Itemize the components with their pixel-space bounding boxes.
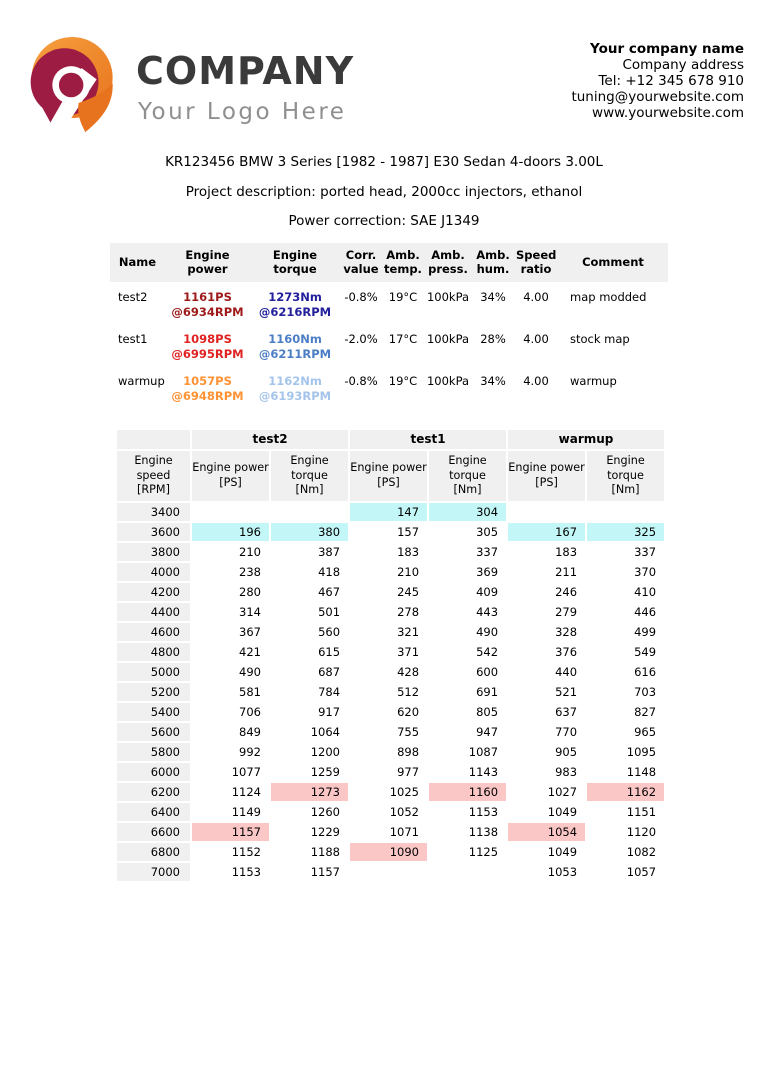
runs-col-header bbox=[165, 243, 250, 283]
dyno-col-header-line: Engine torque bbox=[606, 454, 645, 482]
run-comment: warmup bbox=[570, 374, 617, 389]
dyno-group-test1: test1 bbox=[350, 430, 506, 449]
company-address: Company address bbox=[622, 57, 744, 73]
dyno-value-cell: 1071 bbox=[350, 823, 427, 841]
company-name: Your company name bbox=[590, 41, 744, 57]
dyno-value-cell bbox=[192, 503, 269, 521]
dyno-rpm-cell: 3600 bbox=[117, 523, 190, 541]
logo-pin-icon bbox=[28, 36, 120, 134]
runs-col-header-line: Comment bbox=[582, 254, 644, 269]
dyno-value-cell: 428 bbox=[350, 663, 427, 681]
runs-col-header bbox=[472, 243, 514, 283]
dyno-value-cell: 770 bbox=[508, 723, 585, 741]
run-torque-value: 1273Nm bbox=[268, 290, 322, 305]
dyno-value-cell: 615 bbox=[271, 643, 348, 661]
dyno-value-cell: 305 bbox=[429, 523, 506, 541]
run-power-value: 1057PS bbox=[183, 374, 232, 389]
dyno-value-cell: 620 bbox=[350, 703, 427, 721]
run-torque bbox=[250, 366, 340, 408]
runs-col-header-line: hum. bbox=[476, 262, 510, 277]
dyno-value-cell: 380 bbox=[271, 523, 348, 541]
runs-col-header bbox=[514, 243, 558, 283]
run-torque-rpm: @6193RPM bbox=[258, 389, 332, 404]
run-ratio: 4.00 bbox=[523, 374, 549, 389]
dyno-col-header-line: [PS] bbox=[377, 475, 400, 489]
dyno-value-cell: 703 bbox=[587, 683, 664, 701]
dyno-row bbox=[117, 663, 664, 681]
dyno-col-header-line: Engine power bbox=[508, 461, 585, 475]
dyno-row bbox=[117, 703, 664, 721]
run-power bbox=[165, 324, 250, 366]
dyno-value-cell: 1148 bbox=[587, 763, 664, 781]
company-logo bbox=[28, 36, 354, 134]
dyno-rpm-cell: 6400 bbox=[117, 803, 190, 821]
dyno-value-cell: 1087 bbox=[429, 743, 506, 761]
dyno-col-header-line: Engine torque bbox=[448, 454, 487, 482]
company-info bbox=[571, 36, 744, 121]
dyno-value-cell: 499 bbox=[587, 623, 664, 641]
dyno-row bbox=[117, 763, 664, 781]
dyno-rpm-cell: 5400 bbox=[117, 703, 190, 721]
dyno-value-cell: 1273 bbox=[271, 783, 348, 801]
runs-col-header-line: Amb. bbox=[431, 247, 465, 262]
dyno-rpm-cell: 4800 bbox=[117, 643, 190, 661]
dyno-col-header-line: [RPM] bbox=[137, 483, 170, 497]
dyno-value-cell: 560 bbox=[271, 623, 348, 641]
dyno-table bbox=[115, 428, 666, 883]
run-power-rpm: @6948RPM bbox=[171, 389, 244, 404]
run-corr: -2.0% bbox=[344, 332, 378, 347]
dyno-value-cell: 325 bbox=[587, 523, 664, 541]
company-tel: Tel: +12 345 678 910 bbox=[598, 73, 744, 89]
dyno-value-cell: 691 bbox=[429, 683, 506, 701]
runs-col-header-line: Name bbox=[118, 254, 157, 269]
dyno-rpm-cell: 5000 bbox=[117, 663, 190, 681]
dyno-value-cell: 1095 bbox=[587, 743, 664, 761]
dyno-col-header bbox=[192, 451, 269, 501]
run-press: 100kPa bbox=[426, 332, 470, 347]
dyno-col-header bbox=[117, 451, 190, 501]
run-name: test1 bbox=[118, 332, 148, 347]
dyno-col-header bbox=[429, 451, 506, 501]
run-press: 100kPa bbox=[426, 374, 470, 389]
runs-table-header bbox=[110, 243, 668, 283]
runs-col-header-line: ratio bbox=[520, 262, 552, 277]
dyno-value-cell: 1157 bbox=[271, 863, 348, 881]
runs-col-header-line: Speed bbox=[516, 247, 557, 262]
dyno-rpm-cell: 5800 bbox=[117, 743, 190, 761]
run-power-rpm: @6995RPM bbox=[171, 347, 244, 362]
run-name: warmup bbox=[118, 374, 165, 389]
run-temp: 19°C bbox=[388, 290, 418, 305]
dyno-row bbox=[117, 603, 664, 621]
dyno-value-cell: 1229 bbox=[271, 823, 348, 841]
runs-col-header-line: Engine power bbox=[185, 247, 230, 277]
dyno-value-cell: 1151 bbox=[587, 803, 664, 821]
dyno-row bbox=[117, 783, 664, 801]
dyno-value-cell: 314 bbox=[192, 603, 269, 621]
dyno-value-cell: 501 bbox=[271, 603, 348, 621]
dyno-rpm-cell: 5200 bbox=[117, 683, 190, 701]
runs-col-header-line: Corr. bbox=[345, 247, 377, 262]
dyno-value-cell: 1188 bbox=[271, 843, 348, 861]
dyno-value-cell: 1200 bbox=[271, 743, 348, 761]
dyno-col-header-line: [Nm] bbox=[453, 483, 482, 497]
run-temp: 17°C bbox=[388, 332, 418, 347]
dyno-value-cell: 210 bbox=[192, 543, 269, 561]
dyno-value-cell: 371 bbox=[350, 643, 427, 661]
dyno-subheader-row bbox=[117, 451, 664, 501]
dyno-value-cell: 167 bbox=[508, 523, 585, 541]
dyno-value-cell: 1149 bbox=[192, 803, 269, 821]
dyno-value-cell: 337 bbox=[587, 543, 664, 561]
dyno-row bbox=[117, 623, 664, 641]
dyno-value-cell bbox=[587, 503, 664, 521]
dyno-value-cell: 1049 bbox=[508, 843, 585, 861]
dyno-value-cell: 1120 bbox=[587, 823, 664, 841]
dyno-value-cell: 440 bbox=[508, 663, 585, 681]
runs-col-header-line: press. bbox=[428, 262, 468, 277]
dyno-value-cell: 542 bbox=[429, 643, 506, 661]
run-power-value: 1098PS bbox=[183, 332, 232, 347]
dyno-col-header bbox=[350, 451, 427, 501]
dyno-row bbox=[117, 823, 664, 841]
runs-col-header bbox=[110, 243, 165, 283]
dyno-value-cell: 521 bbox=[508, 683, 585, 701]
dyno-value-cell bbox=[271, 503, 348, 521]
dyno-value-cell: 1090 bbox=[350, 843, 427, 861]
dyno-row bbox=[117, 503, 664, 521]
dyno-row bbox=[117, 843, 664, 861]
dyno-value-cell: 421 bbox=[192, 643, 269, 661]
run-torque-rpm: @6211RPM bbox=[258, 347, 332, 362]
runs-col-header-line: Engine torque bbox=[272, 247, 318, 277]
dyno-value-cell: 196 bbox=[192, 523, 269, 541]
run-row bbox=[110, 282, 668, 324]
power-correction: Power correction: SAE J1349 bbox=[288, 213, 480, 229]
run-corr: -0.8% bbox=[344, 374, 378, 389]
dyno-value-cell: 755 bbox=[350, 723, 427, 741]
dyno-value-cell: 467 bbox=[271, 583, 348, 601]
run-torque bbox=[250, 282, 340, 324]
dyno-value-cell: 490 bbox=[192, 663, 269, 681]
dyno-value-cell: 965 bbox=[587, 723, 664, 741]
dyno-col-header bbox=[271, 451, 348, 501]
run-torque bbox=[250, 324, 340, 366]
company-website: www.yourwebsite.com bbox=[592, 105, 744, 121]
dyno-rpm-cell: 4600 bbox=[117, 623, 190, 641]
dyno-rpm-cell: 6600 bbox=[117, 823, 190, 841]
run-hum: 34% bbox=[480, 290, 506, 305]
dyno-value-cell: 1153 bbox=[192, 863, 269, 881]
dyno-value-cell: 1124 bbox=[192, 783, 269, 801]
logo-tagline: Your Logo Here bbox=[138, 99, 347, 125]
dyno-col-header-line: [Nm] bbox=[295, 483, 324, 497]
run-hum: 28% bbox=[480, 332, 506, 347]
dyno-value-cell: 947 bbox=[429, 723, 506, 741]
dyno-value-cell: 147 bbox=[350, 503, 427, 521]
run-ratio: 4.00 bbox=[523, 290, 549, 305]
dyno-value-cell: 321 bbox=[350, 623, 427, 641]
dyno-value-cell: 210 bbox=[350, 563, 427, 581]
logo-text-block bbox=[136, 36, 354, 125]
runs-col-header-line: Amb. bbox=[386, 247, 420, 262]
dyno-rpm-cell: 5600 bbox=[117, 723, 190, 741]
dyno-value-cell: 549 bbox=[587, 643, 664, 661]
runs-col-header bbox=[424, 243, 472, 283]
dyno-value-cell: 490 bbox=[429, 623, 506, 641]
dyno-table-body bbox=[117, 503, 664, 881]
run-power-rpm: @6934RPM bbox=[171, 305, 244, 320]
run-torque-value: 1162Nm bbox=[268, 374, 322, 389]
dyno-value-cell: 1157 bbox=[192, 823, 269, 841]
dyno-value-cell: 1153 bbox=[429, 803, 506, 821]
dyno-value-cell: 183 bbox=[350, 543, 427, 561]
run-comment: stock map bbox=[570, 332, 630, 347]
runs-col-header-line: temp. bbox=[384, 262, 422, 277]
logo-brand-text: COMPANY bbox=[136, 49, 355, 93]
dyno-value-cell: 983 bbox=[508, 763, 585, 781]
runs-header-row bbox=[110, 243, 668, 283]
dyno-value-cell: 1049 bbox=[508, 803, 585, 821]
dyno-rpm-cell: 3400 bbox=[117, 503, 190, 521]
dyno-row bbox=[117, 583, 664, 601]
dyno-col-header-line: Engine speed bbox=[134, 454, 173, 482]
dyno-row bbox=[117, 643, 664, 661]
dyno-col-header-line: [PS] bbox=[219, 475, 242, 489]
dyno-value-cell: 211 bbox=[508, 563, 585, 581]
dyno-value-cell: 418 bbox=[271, 563, 348, 581]
dyno-value-cell: 917 bbox=[271, 703, 348, 721]
dyno-value-cell: 369 bbox=[429, 563, 506, 581]
dyno-value-cell bbox=[429, 863, 506, 881]
dyno-value-cell: 446 bbox=[587, 603, 664, 621]
dyno-value-cell: 183 bbox=[508, 543, 585, 561]
run-press: 100kPa bbox=[426, 290, 470, 305]
dyno-value-cell: 1025 bbox=[350, 783, 427, 801]
dyno-value-cell: 1260 bbox=[271, 803, 348, 821]
dyno-row bbox=[117, 523, 664, 541]
runs-col-header-line: value bbox=[343, 262, 379, 277]
dyno-row bbox=[117, 863, 664, 881]
run-hum: 34% bbox=[480, 374, 506, 389]
dyno-col-header-line: Engine torque bbox=[290, 454, 329, 482]
dyno-value-cell: 1054 bbox=[508, 823, 585, 841]
project-description: Project description: ported head, 2000cc injectors, ethanol bbox=[185, 183, 583, 200]
run-power bbox=[165, 282, 250, 324]
dyno-value-cell: 1162 bbox=[587, 783, 664, 801]
dyno-value-cell: 1064 bbox=[271, 723, 348, 741]
run-ratio: 4.00 bbox=[523, 332, 549, 347]
dyno-value-cell: 1027 bbox=[508, 783, 585, 801]
run-row bbox=[110, 366, 668, 408]
dyno-value-cell: 245 bbox=[350, 583, 427, 601]
dyno-col-header-line: [Nm] bbox=[611, 483, 640, 497]
dyno-value-cell: 409 bbox=[429, 583, 506, 601]
dyno-group-test2: test2 bbox=[192, 430, 348, 449]
run-comment: map modded bbox=[570, 290, 647, 305]
dyno-value-cell: 905 bbox=[508, 743, 585, 761]
dyno-value-cell: 898 bbox=[350, 743, 427, 761]
dyno-value-cell: 581 bbox=[192, 683, 269, 701]
dyno-rpm-cell: 3800 bbox=[117, 543, 190, 561]
dyno-value-cell: 805 bbox=[429, 703, 506, 721]
vehicle-title: KR123456 BMW 3 Series [1982 - 1987] E30 Sedan 4-doors 3.00L bbox=[165, 154, 603, 170]
dyno-value-cell: 977 bbox=[350, 763, 427, 781]
dyno-value-cell: 278 bbox=[350, 603, 427, 621]
dyno-value-cell: 1125 bbox=[429, 843, 506, 861]
dyno-col-header-line: [PS] bbox=[535, 475, 558, 489]
run-name: test2 bbox=[118, 290, 148, 305]
dyno-value-cell: 1052 bbox=[350, 803, 427, 821]
dyno-value-cell: 992 bbox=[192, 743, 269, 761]
dyno-value-cell: 337 bbox=[429, 543, 506, 561]
dyno-value-cell: 279 bbox=[508, 603, 585, 621]
dyno-value-cell: 410 bbox=[587, 583, 664, 601]
runs-col-header bbox=[250, 243, 340, 283]
dyno-value-cell: 512 bbox=[350, 683, 427, 701]
dyno-value-cell: 1138 bbox=[429, 823, 506, 841]
dyno-value-cell: 1053 bbox=[508, 863, 585, 881]
dyno-value-cell: 827 bbox=[587, 703, 664, 721]
dyno-value-cell: 1160 bbox=[429, 783, 506, 801]
runs-col-header-line: Amb. bbox=[476, 247, 510, 262]
dyno-value-cell: 1143 bbox=[429, 763, 506, 781]
dyno-value-cell: 1057 bbox=[587, 863, 664, 881]
page-header bbox=[0, 0, 768, 134]
dyno-value-cell: 637 bbox=[508, 703, 585, 721]
runs-col-header bbox=[340, 243, 382, 283]
dyno-value-cell: 246 bbox=[508, 583, 585, 601]
run-corr: -0.8% bbox=[344, 290, 378, 305]
dyno-row bbox=[117, 563, 664, 581]
dyno-row bbox=[117, 543, 664, 561]
dyno-value-cell: 1152 bbox=[192, 843, 269, 861]
report-titles bbox=[0, 154, 768, 229]
dyno-col-header-line: Engine power bbox=[192, 461, 269, 475]
runs-col-header bbox=[558, 243, 668, 283]
dyno-group-row bbox=[117, 430, 664, 449]
run-row bbox=[110, 324, 668, 366]
run-torque-value: 1160Nm bbox=[268, 332, 322, 347]
dyno-value-cell: 280 bbox=[192, 583, 269, 601]
dyno-rpm-cell: 7000 bbox=[117, 863, 190, 881]
dyno-value-cell bbox=[350, 863, 427, 881]
runs-table bbox=[110, 243, 668, 409]
dyno-row bbox=[117, 743, 664, 761]
dyno-group-warmup: warmup bbox=[508, 430, 664, 449]
dyno-value-cell: 616 bbox=[587, 663, 664, 681]
run-torque-rpm: @6216RPM bbox=[258, 305, 332, 320]
dyno-value-cell: 157 bbox=[350, 523, 427, 541]
dyno-row bbox=[117, 803, 664, 821]
dyno-row bbox=[117, 723, 664, 741]
dyno-value-cell: 328 bbox=[508, 623, 585, 641]
dyno-value-cell: 1259 bbox=[271, 763, 348, 781]
dyno-value-cell: 849 bbox=[192, 723, 269, 741]
runs-col-header bbox=[382, 243, 424, 283]
dyno-rpm-cell: 4400 bbox=[117, 603, 190, 621]
dyno-value-cell: 1077 bbox=[192, 763, 269, 781]
dyno-value-cell: 367 bbox=[192, 623, 269, 641]
dyno-value-cell: 706 bbox=[192, 703, 269, 721]
dyno-value-cell bbox=[508, 503, 585, 521]
dyno-value-cell: 687 bbox=[271, 663, 348, 681]
company-email: tuning@yourwebsite.com bbox=[571, 89, 744, 105]
dyno-value-cell: 443 bbox=[429, 603, 506, 621]
dyno-group-spacer bbox=[117, 430, 190, 449]
runs-table-body bbox=[110, 282, 668, 408]
dyno-value-cell: 376 bbox=[508, 643, 585, 661]
dyno-value-cell: 387 bbox=[271, 543, 348, 561]
dyno-value-cell: 370 bbox=[587, 563, 664, 581]
dyno-rpm-cell: 4200 bbox=[117, 583, 190, 601]
run-power bbox=[165, 366, 250, 408]
dyno-rpm-cell: 4000 bbox=[117, 563, 190, 581]
dyno-rpm-cell: 6800 bbox=[117, 843, 190, 861]
dyno-rpm-cell: 6200 bbox=[117, 783, 190, 801]
dyno-col-header bbox=[508, 451, 585, 501]
dyno-row bbox=[117, 683, 664, 701]
run-temp: 19°C bbox=[388, 374, 418, 389]
dyno-rpm-cell: 6000 bbox=[117, 763, 190, 781]
dyno-value-cell: 304 bbox=[429, 503, 506, 521]
dyno-col-header-line: Engine power bbox=[350, 461, 427, 475]
run-power-value: 1161PS bbox=[183, 290, 232, 305]
dyno-value-cell: 600 bbox=[429, 663, 506, 681]
dyno-value-cell: 238 bbox=[192, 563, 269, 581]
dyno-col-header bbox=[587, 451, 664, 501]
dyno-value-cell: 784 bbox=[271, 683, 348, 701]
dyno-value-cell: 1082 bbox=[587, 843, 664, 861]
dyno-table-header bbox=[117, 430, 664, 501]
